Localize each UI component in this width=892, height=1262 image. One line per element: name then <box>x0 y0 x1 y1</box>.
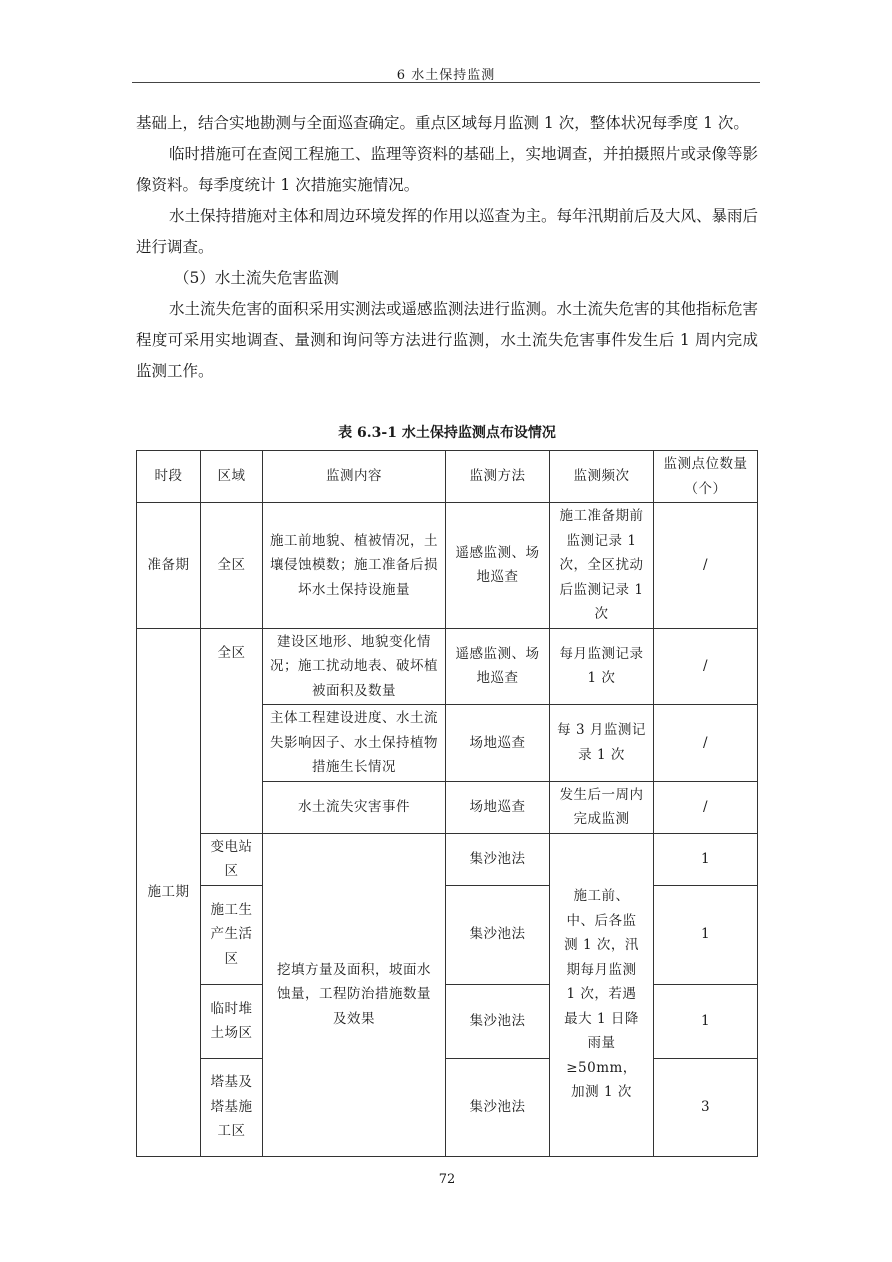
frequency-cell: 每 3 月监测记录 1 次 <box>550 705 654 782</box>
header-rule <box>132 82 760 83</box>
frequency-cell: 施工准备期前监测记录 1 次，全区扰动后监测记录 1 次 <box>550 503 654 629</box>
page-number: 72 <box>438 1172 456 1187</box>
table-row <box>137 885 758 984</box>
header-cell: 区域 <box>201 451 263 503</box>
period-cell: 准备期 <box>137 503 201 629</box>
content-cell: 建设区地形、地貌变化情况；施工扰动地表、破坏植被面积及数量 <box>263 628 446 705</box>
header-row <box>137 451 758 503</box>
method-cell: 集沙池法 <box>446 984 550 1058</box>
count-cell: / <box>654 503 758 629</box>
area-cell: 全区 <box>201 503 263 629</box>
header-cell: 监测内容 <box>263 451 446 503</box>
method-cell: 场地巡查 <box>446 781 550 833</box>
method-cell: 遥感监测、场地巡查 <box>446 503 550 629</box>
table-row <box>137 1058 758 1156</box>
area-cell: 全区 <box>201 628 263 833</box>
section-heading: （5）水土流失危害监测 <box>174 269 339 287</box>
table-row <box>137 628 758 705</box>
header-cell: 监测方法 <box>446 451 550 503</box>
content-cell: 主体工程建设进度、水土流失影响因子、水土保持植物措施生长情况 <box>263 705 446 782</box>
header-cell: 时段 <box>137 451 201 503</box>
count-cell: / <box>654 628 758 705</box>
count-cell: 1 <box>654 885 758 984</box>
table-row <box>137 833 758 885</box>
count-cell: 3 <box>654 1058 758 1156</box>
table-row <box>137 984 758 1058</box>
paragraph: 水土流失危害的面积采用实测法或遥感监测法进行监测。水土流失危害的其他指标危害程度可采用实地调查、量测和询问等方法进行监测，水土流失危害事件发生后 1 周内完成监测工作。 <box>136 300 759 380</box>
count-cell: / <box>654 705 758 782</box>
content-cell: 水土流失灾害事件 <box>263 781 446 833</box>
count-cell: 1 <box>654 833 758 885</box>
area-cell: 塔基及塔基施工区 <box>201 1058 263 1156</box>
frequency-cell: 施工前、中、后各监测 1 次，汛期每月监测 1 次，若遇最大 1 日降雨量≥50mm，加测 1 次 <box>550 833 654 1156</box>
area-cell: 临时堆土场区 <box>201 984 263 1058</box>
paragraph: 临时措施可在查阅工程施工、监理等资料的基础上，实地调查，并拍摄照片或录像等影像资料。每季度统计 1 次措施实施情况。 <box>136 145 759 194</box>
method-cell: 集沙池法 <box>446 1058 550 1156</box>
header-cell: 监测频次 <box>550 451 654 503</box>
area-cell: 施工生产生活区 <box>201 885 263 984</box>
paragraph: 水土保持措施对主体和周边环境发挥的作用以巡查为主。每年汛期前后及大风、暴雨后进行调查。 <box>136 207 759 256</box>
method-cell: 集沙池法 <box>446 885 550 984</box>
method-cell: 遥感监测、场地巡查 <box>446 628 550 705</box>
frequency-cell: 发生后一周内完成监测 <box>550 781 654 833</box>
table-row <box>137 503 758 629</box>
content-cell: 施工前地貌、植被情况，土壤侵蚀模数；施工准备后损坏水土保持设施量 <box>263 503 446 629</box>
method-cell: 场地巡查 <box>446 705 550 782</box>
frequency-cell: 每月监测记录 1 次 <box>550 628 654 705</box>
count-cell: / <box>654 781 758 833</box>
period-cell: 施工期 <box>137 628 201 1156</box>
running-header: 6 水土保持监测 <box>396 68 496 83</box>
table-caption: 表 6.3-1 水土保持监测点布设情况 <box>338 425 556 441</box>
count-cell: 1 <box>654 984 758 1058</box>
content-cell: 挖填方量及面积，坡面水蚀量，工程防治措施数量及效果 <box>263 833 446 1156</box>
area-cell: 变电站区 <box>201 833 263 885</box>
paragraph: 基础上，结合实地勘测与全面巡查确定。重点区域每月监测 1 次，整体状况每季度 1 次。 <box>136 114 749 132</box>
header-cell: 监测点位数量（个） <box>654 451 758 503</box>
body-text <box>136 108 758 387</box>
monitoring-table <box>136 450 758 1157</box>
method-cell: 集沙池法 <box>446 833 550 885</box>
